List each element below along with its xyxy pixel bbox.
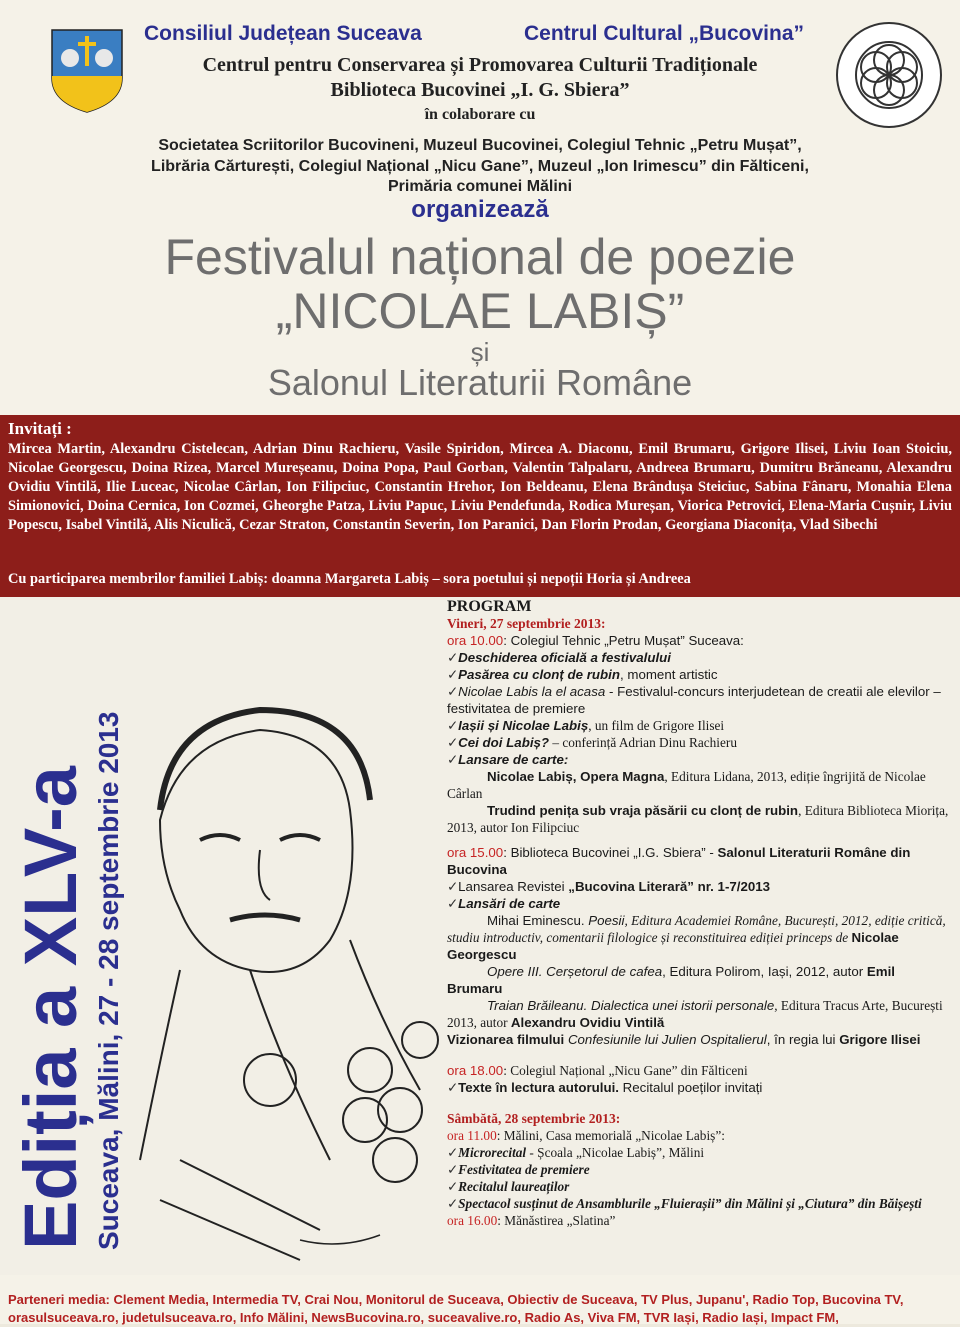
collaboration-label: în colaborare cu — [424, 106, 536, 123]
partner-line: Librăria Cărturești, Colegiul Național „Nicu Gane”, Muzeul „Ion Irimescu” din Fălticeni, — [151, 157, 809, 175]
header-line-3: Biblioteca Bucovinei „I. G. Sbiera” — [330, 79, 630, 101]
book-entry: Opere III. Cerșetorul de cafea, Editura Polirom, Iași, 2012, autor Emil Brumaru — [447, 964, 895, 996]
program-item: ✓Lansare de carte: — [447, 752, 569, 767]
film-screening: Vizionarea filmului Confesiunile lui Julien Ospitalierul, în regia lui Grigore Ilisei — [447, 1032, 921, 1047]
program-item: ✓Texte în lectura autorului. Recitalul poeților invitați — [447, 1080, 763, 1095]
salon-title: Salonul Literaturii Române — [267, 362, 693, 403]
book-entry: Mihai Eminescu. Poesii, Editura Academiei Române, București, 2012, ediție critică, studiu introductiv, comentarii filologice și reconstituirea ediției princeps de Nicolae Georgescu — [447, 913, 946, 962]
edition-place-date: Suceava, Mălini, 27 - 28 septembrie 2013 — [93, 711, 124, 1250]
session-line: ora 15.00: Biblioteca Bucovinei „I.G. Sbiera” - Salonul Literaturii Române din Bucovina — [447, 845, 911, 877]
program-item: ✓Microrecital - Școala „Nicolae Labiș”, Mălini — [447, 1145, 705, 1160]
book-entry: Nicolae Labiș, Opera Magna, Editura Lidana, 2013, ediție îngrijită de Nicolae Cârlan — [447, 769, 926, 801]
header-line-2: Centrul pentru Conservarea și Promovarea Culturii Tradiționale — [202, 54, 758, 76]
partner-line: Societatea Scriitorilor Bucovineni, Muzeul Bucovinei, Colegiul Tehnic „Petru Mușat”, — [158, 137, 802, 154]
session-line: ora 11.00: Mălini, Casa memorială „Nicolae Labiș”: — [447, 1128, 725, 1143]
program-item: ✓Iașii și Nicolae Labiș, un film de Grigore Ilisei — [447, 718, 725, 733]
festival-name: „NICOLAE LABIȘ” — [275, 283, 685, 339]
program-list — [447, 598, 952, 1229]
session-line: ora 18.00: Colegiul Național „Nicu Gane” din Fălticeni — [447, 1063, 748, 1078]
organizeaza-label: organizează — [411, 196, 549, 223]
program-item: ✓Nicolae Labis la el acasa - Festivalul-concurs interjudetean de creatii ale elevilor – festivitatea de premiere — [447, 684, 941, 716]
family-participation: Cu participarea membrilor familiei Labiș: doamna Margareta Labiș – sora poetului și nepoții Horia și Andreea — [8, 571, 691, 587]
program-item: ✓Deschiderea oficială a festivalului — [447, 650, 671, 665]
partner-line: Primăria comunei Mălini — [387, 178, 573, 195]
org-right-title: Centrul Cultural „Bucovina” — [524, 22, 805, 45]
program-item: ✓Recitalul laureaților — [447, 1179, 570, 1194]
session-line: ora 10.00: Colegiul Tehnic „Petru Mușat” Suceava: — [447, 633, 744, 648]
edition-banner — [8, 711, 125, 1250]
and-label: și — [470, 337, 490, 367]
session-line: ora 16.00: Mănăstirea „Slatina” — [447, 1213, 616, 1228]
edition-title: Ediția a XLV-a — [9, 766, 92, 1250]
poet-portrait-illustration — [120, 640, 440, 1270]
org-left-title: Consiliul Județean Suceava — [144, 22, 422, 45]
partners-list — [0, 136, 960, 198]
program-item: ✓Pasărea cu clonț de rubin, moment artistic — [447, 667, 718, 682]
program-item: ✓Spectacol susținut de Ansamblurile „Fluierașii” din Mălini și „Ciutura” din Băișești — [447, 1196, 922, 1211]
book-entry: Trudind penița sub vraja păsării cu clonț de rubin, Editura Biblioteca Miorița, 2013, autor Ion Filipciuc — [447, 803, 949, 835]
footer — [0, 1275, 960, 1324]
festival-title: Festivalul național de poezie — [164, 229, 796, 285]
day-heading: Vineri, 27 septembrie 2013: — [447, 616, 606, 631]
day-heading: Sâmbătă, 28 septembrie 2013: — [447, 1111, 621, 1126]
invitati-section — [0, 415, 960, 597]
program-item: ✓Lansarea Revistei „Bucovina Literară” nr. 1-7/2013 — [447, 879, 771, 894]
media-partners: Parteneri media: Clement Media, Intermedia TV, Crai Nou, Monitorul de Suceava, Obiectiv de Suceava, TV Plus, Jupanu', Radio Top, Bucovina TV, orasulsuceava.ro, judetulsuceava.ro, Info Mălini, NewsBucovina.ro, suceavalive.ro, Radio As, Viva FM, TVR Iași, Radio Iași, Impact FM, — [8, 1292, 904, 1325]
invitati-title: Invitați : — [8, 419, 72, 438]
program-item: ✓Cei doi Labiș? – conferință Adrian Dinu Rachieru — [447, 735, 737, 750]
program-item: ✓Festivitatea de premiere — [447, 1162, 590, 1177]
invitati-names: Mircea Martin, Alexandru Cistelecan, Adrian Dinu Rachieru, Vasile Spiridon, Mircea A. Diaconu, Emil Brumaru, Grigore Ilisei, Liviu Ioan Stoiciu, Nicolae Georgescu, Doina Rizea, Marcel Mureșeanu, Doina Popa, Paul Gorban, Valentin Talpalaru, Andreea Brumaru, Dumitru Brăneanu, Alexandru Ovidiu Vintilă, Ilie Luceac, Nicolae Cârlan, Ion Filipciuc, Constantin Hrehor, Ion Beldeanu, Elena Brândușa Steiciuc, Sabina Fânaru, Monahia Elena Simionovici, Doina Cernica, Ion Cozmei, Gheorghe Patza, Liviu Papuc, Liviu Pendefunda, Rodica Mureșan, Viorica Petrovici, Elena-Maria Cușnir, Liviu Popescu, Isabel Vintilă, Alis Niculică, Cezar Straton, Constantin Severin, Ion Paranici, Dan Florin Prodan, Georgiana Diaconița, Vlad Sibechi — [8, 441, 952, 533]
program-item: ✓Lansări de carte — [447, 896, 561, 911]
program-title: PROGRAM — [447, 598, 532, 615]
book-entry: Traian Brăileanu. Dialectica unei istorii personale, Editura Tracus Arte, București 2013, autor Alexandru Ovidiu Vintilă — [447, 998, 943, 1030]
